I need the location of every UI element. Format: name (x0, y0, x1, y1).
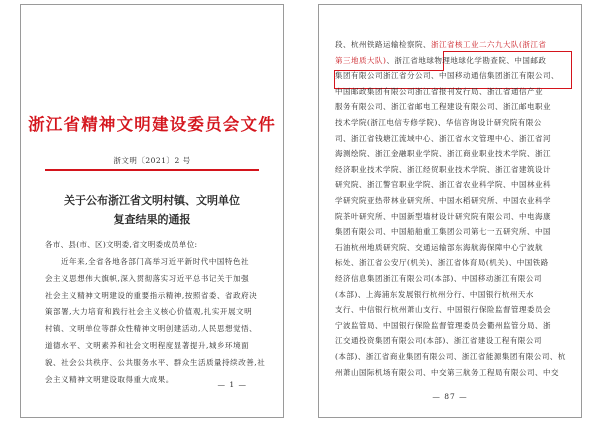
line-text: 、浙江省地球物理地球化学勘查院、中国邮政 (386, 55, 547, 65)
page-number: — 1 — (217, 380, 247, 389)
document-header-title: 浙江省精神文明建设委员会文件 (28, 115, 276, 134)
body-line (335, 212, 551, 221)
line-text: 标处、浙江省公安厅(机关)、浙江省体育局(机关)、中国铁路 (335, 258, 549, 268)
document-page-1 (20, 4, 284, 418)
line-text: 集团有限公司、中国船舶重工集团公司第七一五研究所、中国 (335, 227, 551, 237)
body-line (335, 165, 551, 174)
line-text: 海测绘院、浙江金融职业学院、浙江商业职业技术学院、浙江 (335, 149, 551, 159)
document-page-87 (318, 4, 582, 418)
body-line: 近年来,全省各地各部门高举习近平新时代中国特色社 (61, 257, 250, 266)
body-line (335, 258, 549, 267)
body-line (335, 321, 551, 330)
body-line (335, 56, 546, 65)
body-line: 村镇、文明单位等群众性精神文明创建活动,人民思想觉悟、 (45, 324, 258, 334)
line-text: 中国邮政集团有限公司浙江省报刊发行局、浙江省通信产业 (335, 86, 543, 96)
line-text: 经济信息集团浙江有限公司(本部)、中国移动浙江有限公司 (335, 274, 542, 283)
body-line (335, 336, 542, 345)
line-text: 江交通投资集团有限公司(本部)、浙江省建设工程有限公司 (335, 336, 542, 346)
body-line: 道德水平、文明素养和社会文明程度显著提升,城乡环境面 (45, 341, 250, 350)
line-text: (本部)、上海浦东发展银行杭州分行、中国银行杭州天水 (335, 289, 534, 299)
line-text: 服务有限公司、浙江省邮电工程建设有限公司、浙江邮电职业 (335, 102, 551, 112)
highlighted-text: 浙江省核工业二六九大队(浙江省 (431, 40, 547, 49)
body-line (335, 118, 542, 127)
body-line: 会主义思想伟大旗帜,深入贯彻落实习近平总书记关于加强 (45, 273, 250, 283)
page-number: — 87 — (432, 392, 468, 401)
line-text: (本部)、浙江省商业集团有限公司、浙江省能源集团有限公司、杭 (335, 352, 566, 361)
highlighted-text: 第三地质大队) (335, 55, 387, 65)
body-line (335, 134, 551, 143)
salutation: 各市、县(市、区)文明委,省文明委成员单位: (45, 240, 198, 249)
body-line (335, 180, 551, 189)
body-line (335, 196, 551, 205)
line-text: 州萧山国际机场有限公司、中交第三航务工程局有限公司、中交 (335, 367, 559, 377)
body-line (335, 87, 543, 96)
line-text: 经济职业技术学院、浙江经贸职业技术学院、浙江省建筑设计 (335, 164, 551, 174)
body-line: 貌、社会公共秩序、公共服务水平、群众生活质量持续改善,社 (45, 357, 266, 367)
body-line: 社会主义精神文明建设的重要指示精神,按照省委、省政府决 (45, 290, 258, 300)
notice-title-line-1: 关于公布浙江省文明村镇、文明单位 (64, 194, 240, 207)
line-text: 段、杭州铁路运输检察院、 (335, 40, 431, 49)
line-text: 司、浙江省钱塘江流域中心、浙江省水文管理中心、浙江省河 (335, 133, 551, 143)
line-text: 技术学院(浙江电信专修学院)、华信咨询设计研究院有限公 (335, 118, 542, 127)
body-line (335, 290, 534, 299)
line-text: 宁波监管局、中国银行保险监督管理委员会衢州监管分局、浙 (335, 320, 551, 330)
notice-title (21, 191, 283, 229)
body-line (335, 368, 559, 377)
document-number: 浙文明〔2021〕2 号 (113, 156, 191, 165)
line-text: 研究院、浙江警官职业学院、浙江省农业科学院、中国林业科 (335, 180, 551, 190)
body-line (335, 243, 543, 252)
body-line (335, 274, 542, 283)
body-line (335, 149, 551, 158)
line-text: 支行、中信银行杭州萧山支行、中国银行保险监督管理委员会 (335, 305, 551, 315)
body-line: 策部署,大力培育和践行社会主义核心价值观,扎实开展文明 (45, 307, 253, 317)
body-line (335, 40, 546, 49)
line-text: 石油杭州地质研究院、交通运输部东海航海保障中心宁波航 (335, 242, 543, 252)
notice-title-line-2: 复查结果的通报 (113, 213, 191, 226)
line-text: 学研究院亚热带林业研究所、中国水稻研究所、中国农业科学 (335, 196, 551, 205)
body-line (335, 71, 559, 80)
line-text: 院茶叶研究所、中国新型墙材设计研究院有限公司、中电海康 (335, 211, 551, 221)
body-line (335, 102, 551, 111)
body-line (335, 305, 551, 314)
line-text: 集团有限公司浙江省分公司、中国移动通信集团浙江有限公司、 (335, 71, 559, 81)
body-line: 会主义精神文明建设取得重大成果。 (45, 374, 174, 384)
body-line (335, 227, 551, 236)
body-line (335, 352, 566, 361)
red-divider-line (45, 169, 259, 171)
